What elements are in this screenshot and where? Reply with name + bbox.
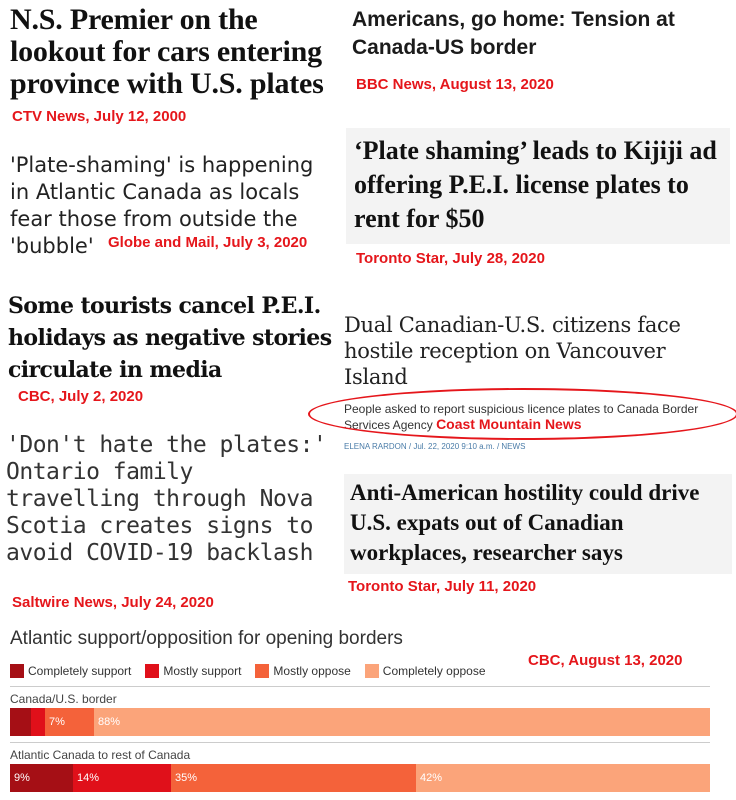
divider <box>10 686 710 687</box>
bar-segment-completely-support <box>10 764 73 792</box>
legend-item <box>10 664 131 678</box>
source-globe: Globe and Mail, July 3, 2020 <box>108 234 308 251</box>
bar-segment-completely-oppose <box>416 764 710 792</box>
legend-item <box>255 664 350 678</box>
source-bbc: BBC News, August 13, 2020 <box>356 76 554 93</box>
legend-swatch-3 <box>365 664 379 678</box>
legend-label: Completely oppose <box>382 664 486 678</box>
source-star-kijiji: Toronto Star, July 28, 2020 <box>356 250 545 267</box>
bar-segment-mostly-support <box>73 764 171 792</box>
bar-segment-mostly-oppose <box>171 764 416 792</box>
row-label-atlantic: Atlantic Canada to rest of Canada <box>10 748 191 762</box>
chart-source: CBC, August 13, 2020 <box>528 652 683 669</box>
legend-label: Completely support <box>28 664 132 678</box>
chart-title: Atlantic support/opposition for opening borders <box>10 628 403 649</box>
bar-value-label: 35% <box>175 772 198 784</box>
bar-segment-mostly-support <box>31 708 45 736</box>
legend-swatch-0 <box>10 664 24 678</box>
bar-value-label: 88% <box>98 716 121 728</box>
legend-swatch-2 <box>255 664 269 678</box>
source-star-expats: Toronto Star, July 11, 2020 <box>348 578 537 595</box>
headline-bbc: Americans, go home: Tension at Canada-US border <box>352 8 675 59</box>
source-ctv: CTV News, July 12, 2000 <box>12 108 187 125</box>
bar-value-label: 14% <box>77 772 100 784</box>
source-cbc-tourists: CBC, July 2, 2020 <box>18 388 144 405</box>
divider <box>10 742 710 743</box>
bar-value-label: 42% <box>420 772 443 784</box>
bar-row-1 <box>10 764 710 792</box>
byline: ELENA RARDON / Jul. 22, 2020 9:10 a.m. / NEWS <box>344 442 526 451</box>
legend-label: Mostly oppose <box>273 664 351 678</box>
legend-item <box>145 664 241 678</box>
legend-item <box>365 664 486 678</box>
source-saltwire: Saltwire News, July 24, 2020 <box>12 594 214 611</box>
chart-legend <box>10 664 486 678</box>
bar-segment-completely-support <box>10 708 31 736</box>
legend-label: Mostly support <box>163 664 242 678</box>
bar-value-label: 7% <box>49 716 65 728</box>
bar-row-0 <box>10 708 710 736</box>
headline-saltwire: 'Don't hate the plates:' Ontario family travelling through Nova Scotia creates signs to avoid COVID-19 backlash <box>6 432 327 566</box>
headline-ctv: N.S. Premier on the lookout for cars entering province with U.S. plates <box>10 3 324 100</box>
headline-globe-text: 'Plate-shaming' is happening in Atlantic Canada as locals fear those from outside the 'bubble' <box>10 153 314 258</box>
headline-star-expats: Anti-American hostility could drive U.S. expats out of Canadian workplaces, researcher says <box>344 474 732 574</box>
headline-cbc-tourists: Some tourists cancel P.E.I. holidays as negative stories circulate in media <box>8 293 332 383</box>
bar-value-label: 9% <box>14 772 30 784</box>
source-coast-mountain: Coast Mountain News <box>436 416 582 432</box>
subtitle-text: People asked to report suspicious licence plates to Canada Border Services Agency <box>344 402 699 432</box>
row-label-canada-us: Canada/U.S. border <box>10 692 117 706</box>
highlight-ellipse <box>308 388 736 440</box>
bar-segment-completely-oppose <box>94 708 710 736</box>
legend-swatch-1 <box>145 664 159 678</box>
bar-segment-mostly-oppose <box>45 708 94 736</box>
headline-vancouver: Dual Canadian-U.S. citizens face hostile reception on Vancouver Island <box>344 313 681 389</box>
headline-star-kijiji: ‘Plate shaming’ leads to Kijiji ad offering P.E.I. license plates to rent for $50 <box>346 128 730 244</box>
